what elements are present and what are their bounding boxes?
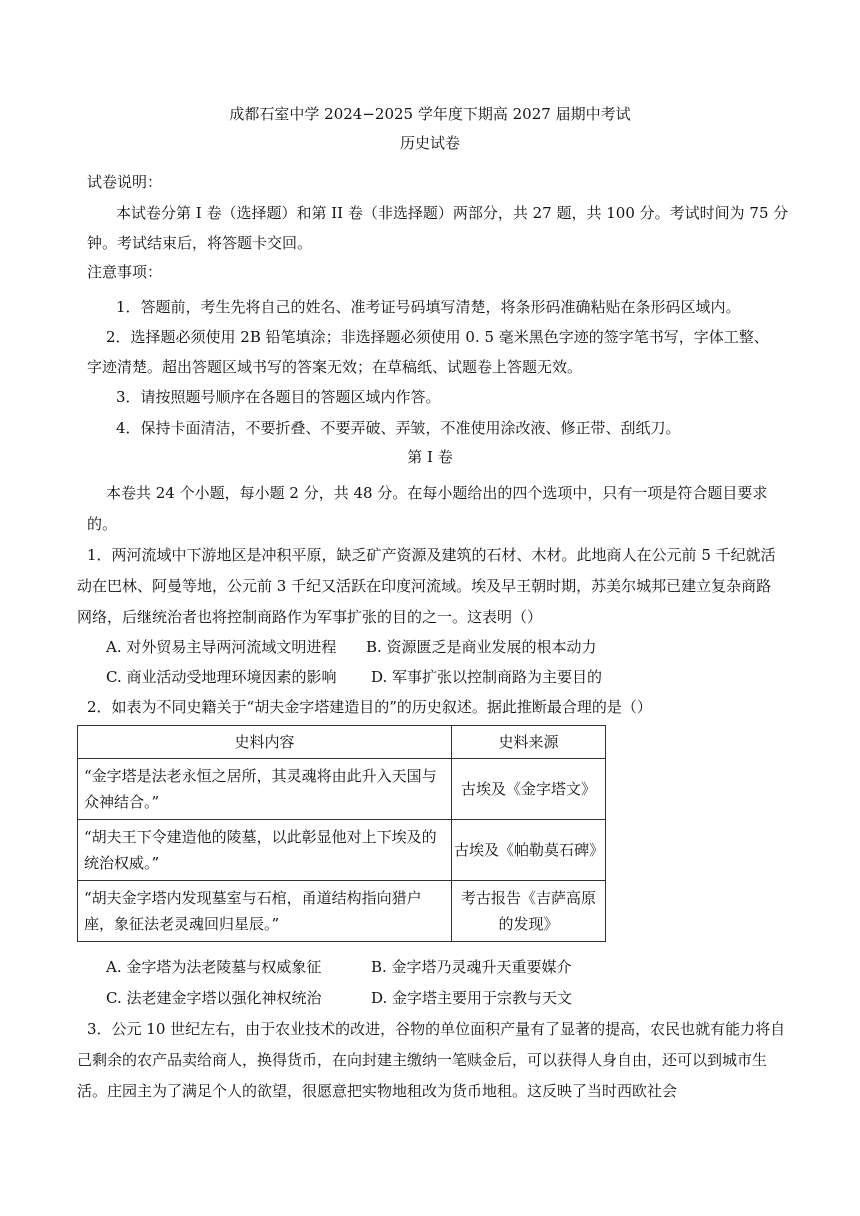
table-cell-content: “胡夫王下令建造他的陵墓，以此彰显他对上下埃及的统治权威。” <box>78 820 452 881</box>
instructions-heading: 试卷说明： <box>87 173 163 191</box>
table-cell-content: “胡夫金字塔内发现墓室与石棺，甬道结构指向猎户座，象征法老灵魂回归星辰。” <box>78 881 452 942</box>
question-2-option-c[interactable]: C. 法老建金字塔以强化神权统治 <box>106 989 322 1007</box>
note-item: 4．保持卡面清洁，不要折叠、不要弄破、弄皱，不准使用涂改液、修正带、刮纸刀。 <box>116 419 681 437</box>
exam-title: 成都石室中学 2024−2025 学年度下期高 2027 届期中考试 <box>229 105 631 123</box>
question-2-stem: 2．如表为不同史籍关于“胡夫金字塔建造目的”的历史叙述。据此推断最合理的是（） <box>87 698 652 716</box>
table-cell-source: 古埃及《金字塔文》 <box>452 759 606 820</box>
source-table <box>77 725 606 942</box>
question-1-option-b[interactable]: B. 资源匮乏是商业发展的根本动力 <box>366 638 597 656</box>
question-3-stem-cont: 活。庄园主为了满足个人的欲望，很愿意把实物地租改为货币地租。这反映了当时西欧社会 <box>77 1082 678 1100</box>
question-2-option-b[interactable]: B. 金字塔乃灵魂升天重要媒介 <box>371 958 572 976</box>
question-1-option-d[interactable]: D. 军事扩张以控制商路为主要目的 <box>371 668 603 686</box>
section-title: 第 I 卷 <box>407 448 453 466</box>
question-3-stem: 3．公元 10 世纪左右，由于农业技术的改进，谷物的单位面积产量有了显著的提高，农民也就有能力将自 <box>87 1020 786 1038</box>
table-header: 史料内容 <box>78 726 452 759</box>
question-1-stem: 1．两河流域中下游地区是冲积平原，缺乏矿产资源及建筑的石材、木材。此地商人在公元前 5 千纪就活 <box>87 546 776 564</box>
note-item: 3．请按照题号顺序在各题目的答题区域内作答。 <box>116 388 441 406</box>
instructions-text: 本试卷分第 I 卷（选择题）和第 II 卷（非选择题）两部分，共 27 题，共 100 分。考试时间为 75 分 <box>116 204 789 222</box>
note-item: 2．选择题必须使用 2B 铅笔填涂；非选择题必须使用 0. 5 毫米黑色字迹的签字笔书写，字体工整、 <box>106 328 769 346</box>
table-header-row <box>78 726 606 759</box>
question-2-option-a[interactable]: A. 金字塔为法老陵墓与权威象征 <box>106 958 322 976</box>
question-1-stem-cont: 网络，后继统治者也将控制商路作为军事扩张的目的之一。这表明（） <box>77 608 543 626</box>
table-cell-content: “金字塔是法老永恒之居所，其灵魂将由此升入天国与众神结合。” <box>78 759 452 820</box>
question-1-option-c[interactable]: C. 商业活动受地理环境因素的影响 <box>106 668 337 686</box>
question-1-stem-cont: 动在巴林、阿曼等地，公元前 3 千纪又活跃在印度河流域。埃及早王朝时期，苏美尔城邦已建立复杂商路 <box>77 577 772 595</box>
exam-subject: 历史试卷 <box>399 134 460 152</box>
table-header: 史料来源 <box>452 726 606 759</box>
note-item-cont: 字迹清楚。超出答题区域书写的答案无效；在草稿纸、试题卷上答题无效。 <box>87 358 583 376</box>
note-item: 1．答题前，考生先将自己的姓名、准考证号码填写清楚，将条形码准确粘贴在条形码区域内。 <box>116 298 741 316</box>
section-intro-cont: 的。 <box>87 515 118 533</box>
table-row <box>78 759 606 820</box>
instructions-text-cont: 钟。考试结束后，将答题卡交回。 <box>87 234 313 252</box>
table-row <box>78 820 606 881</box>
question-2-option-d[interactable]: D. 金字塔主要用于宗教与天文 <box>371 989 573 1007</box>
table-cell-source: 考古报告《吉萨高原的发现》 <box>452 881 606 942</box>
question-1-option-a[interactable]: A. 对外贸易主导两河流域文明进程 <box>106 638 337 656</box>
table-row <box>78 881 606 942</box>
question-3-stem-cont: 己剩余的农产品卖给商人，换得货币，在向封建主缴纳一笔赎金后，可以获得人身自由，还可以到城市生 <box>77 1051 768 1069</box>
table-cell-source: 古埃及《帕勒莫石碑》 <box>452 820 606 881</box>
section-intro: 本卷共 24 个小题，每小题 2 分，共 48 分。在每小题给出的四个选项中，只有一项是符合题目要求 <box>106 484 768 502</box>
notes-heading: 注意事项： <box>87 263 163 281</box>
